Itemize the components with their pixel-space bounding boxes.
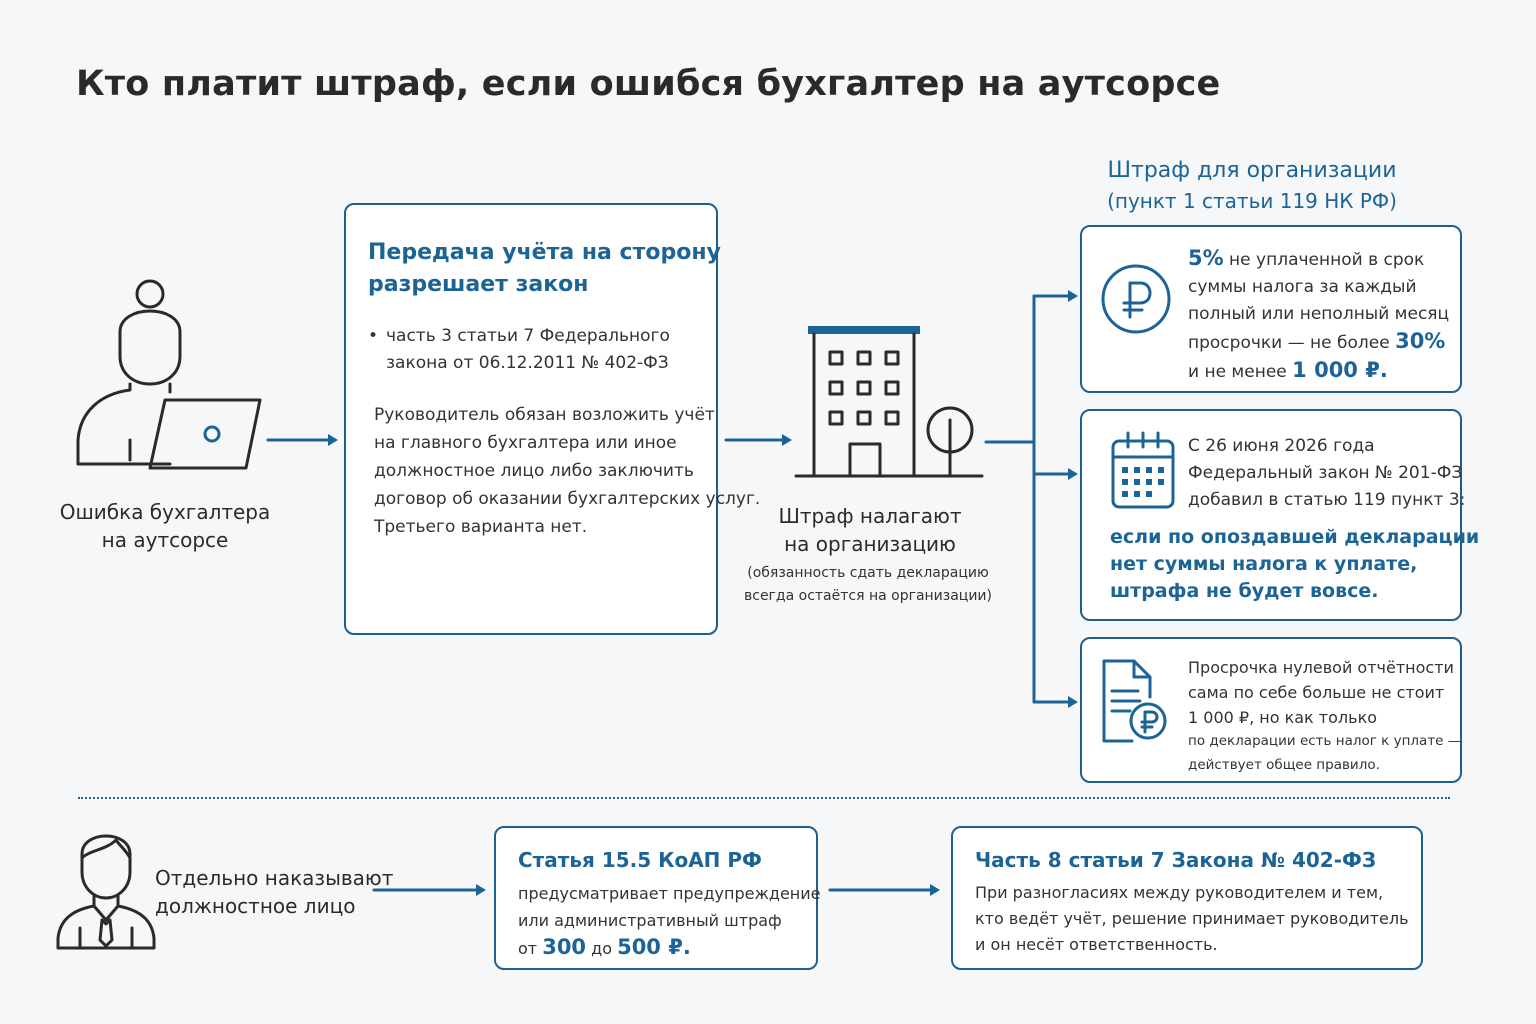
fine-card-line4: просрочки — не более [1188, 333, 1396, 353]
law8-card-line: и он несёт ответственность. [975, 935, 1218, 954]
amendment-emph-line: штрафа не будет вовсе. [1110, 580, 1379, 602]
koap-card-min: 300 [542, 935, 587, 959]
law-card-body-line: Третьего варианта нет. [374, 517, 588, 537]
fine-card-pct: 5% [1188, 246, 1224, 270]
law-card-heading-line1: Передача учёта на сторону [368, 240, 721, 265]
koap-card-line2: или административный штраф [518, 911, 782, 930]
amendment-line1: С 26 июня 2026 года [1188, 436, 1375, 456]
divider [78, 797, 1450, 799]
fine-card-max-pct: 30% [1395, 329, 1446, 353]
page-title: Кто платит штраф, если ошибся бухгалтер на аутсорсе [76, 64, 1221, 104]
koap-card-line1: предусматривает предупреждение [518, 884, 821, 903]
fine-card-line2: суммы налога за каждый [1188, 277, 1417, 297]
fine-card [1080, 225, 1462, 393]
amendment-card [1080, 409, 1480, 621]
fine-card-line3: полный или неполный месяц [1188, 304, 1450, 324]
arrow-icon [828, 882, 948, 898]
calendar-icon [1110, 429, 1176, 511]
official-label-line1: Отдельно наказывают [155, 866, 394, 890]
bullet-icon: • [368, 326, 379, 346]
law8-card-line: При разногласиях между руководителем и тем, [975, 883, 1384, 902]
arrow-icon [372, 882, 492, 898]
fine-card-line1: не уплаченной в срок [1223, 250, 1425, 270]
arrow-icon [724, 432, 794, 448]
document-ruble-icon [1100, 657, 1174, 745]
law-card-body-line: Руководитель обязан возложить учёт [374, 405, 715, 425]
law-card-heading-line2: разрешает закон [368, 272, 589, 297]
law8-card [951, 826, 1423, 970]
arrow-icon [266, 432, 340, 448]
zero-line: сама по себе больше не стоит [1188, 683, 1445, 702]
law-card-body [374, 401, 761, 541]
fine-header-title: Штраф для организации [1107, 158, 1397, 183]
amendment-emph-line: если по опоздавшей декларации [1110, 526, 1480, 548]
law-card-bullet-line2: закона от 06.12.2011 № 402-ФЗ [386, 353, 669, 373]
law-card-body-line: договор об оказании бухгалтерских услуг. [374, 489, 761, 509]
accountant-label-line1: Ошибка бухгалтера [59, 500, 271, 524]
law-card [344, 203, 761, 635]
koap-card-to: до [586, 939, 618, 958]
fine-header-subtitle: (пункт 1 статьи 119 НК РФ) [1107, 189, 1397, 213]
organization-label-line1: Штраф налагают [778, 504, 962, 528]
zero-small-line: по декларации есть налог к уплате — [1188, 733, 1462, 749]
businessman-icon [56, 828, 156, 952]
official-label-line2: должностное лицо [155, 894, 356, 918]
zero-report-card [1080, 637, 1462, 783]
branch-connector [984, 286, 1084, 712]
koap-card-from: от [518, 939, 543, 958]
koap-card-heading: Статья 15.5 КоАП РФ [518, 848, 762, 872]
law-card-bullet-line1: часть 3 статьи 7 Федерального [386, 326, 670, 346]
organization-note-line1: (обязанность сдать декларацию [747, 565, 989, 581]
amendment-emph-line: нет суммы налога к уплате, [1110, 553, 1418, 575]
law-card-body-line: на главного бухгалтера или иное [374, 433, 677, 453]
zero-line: Просрочка нулевой отчётности [1188, 658, 1454, 677]
organization-label-line2: на организацию [784, 532, 956, 556]
organization-note-line2: всегда остаётся на организации) [744, 588, 992, 604]
fine-card-min-amount: 1 000 ₽. [1292, 358, 1388, 382]
zero-small-line: действует общее правило. [1188, 757, 1380, 773]
accountant-label-line2: на аутсорсе [101, 528, 229, 552]
ruble-icon [1100, 263, 1172, 335]
fine-card-line5: и не менее [1188, 362, 1293, 382]
zero-line: 1 000 ₽, но как только [1188, 708, 1378, 727]
amendment-line2: Федеральный закон № 201-ФЗ [1188, 463, 1463, 483]
person-laptop-icon [70, 280, 270, 480]
law8-card-heading: Часть 8 статьи 7 Закона № 402-ФЗ [975, 848, 1377, 872]
amendment-emphasis [1110, 524, 1479, 605]
law-card-body-line: должностное лицо либо заключить [374, 461, 694, 481]
law8-card-line: кто ведёт учёт, решение принимает руководитель [975, 909, 1409, 928]
koap-card [494, 826, 821, 970]
office-building-icon [790, 320, 990, 480]
amendment-line3: добавил в статью 119 пункт 3: [1188, 490, 1466, 510]
koap-card-max: 500 ₽. [617, 935, 691, 959]
